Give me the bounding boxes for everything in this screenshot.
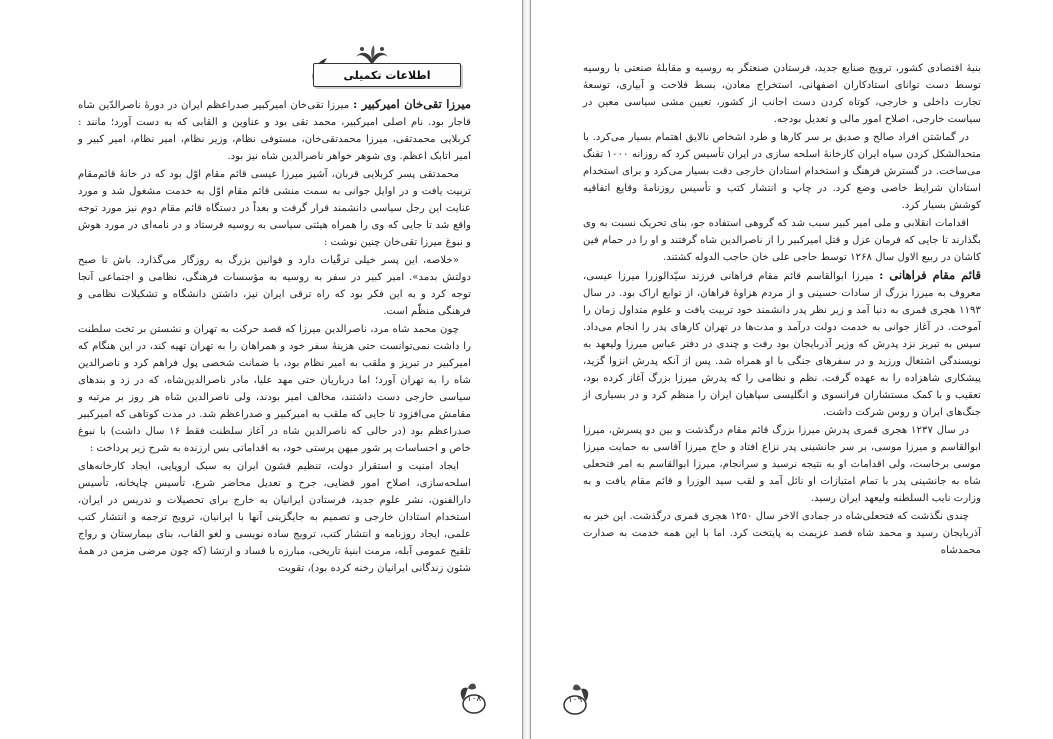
paragraph-text: محمدتقی پسر کربلایی قربان، آشپز میرزا عیسی قائم مقام اوّل بود که در خانهٔ قائم‌مقام تربیت یافت و در اوایل جوانی به سمت منشی قائم مقام اوّل به خدمت مشغول شد و مورد عنایت این رجل سیاسی دانشمند قرار گرفت و بعداً در دستگاه قائم مقام دوم نیز مورد توجه واقع شد تا جایی که وی را همراه هیئتی سیاسی به روسیه فرستاد و در نامه‌ای در مورد هوش و نبوغ میرزا تقی‌خان چنین نوشت :: [78, 169, 471, 248]
paragraph-text: در گماشتن افراد صالح و صدیق بر سر کارها و طرد اشخاص نالایق اهتمام بسیار می‌کرد. با متحدالشکل کردن سپاه ایران کارخانهٔ اسلحه سازی در ایران تأسیس کرد که روزانه ۱۰۰۰ تفنگ می‌ساخت. در گسترش فرهنگ و استخدام استادان خارجی دقت بسیار می‌کرد و برای استخدام استادان شرایط خاصی وضع کرد. در چاپ و انتشار کتب و تأسیس روزنامهٔ وقایع اتفاقیه کوشش بسیار کرد.: [583, 132, 981, 211]
paragraph: [78, 252, 471, 320]
paragraph-lead: میرزا تقی‌خان امیرکبیر :: [353, 97, 471, 111]
paragraph: [583, 267, 981, 421]
paragraph-text: در سال ۱۲۳۷ هجری قمری پدرش میرزا بزرگ قائم مقام درگذشت و بین دو پسرش، میرزا ابوالقاسم و میرزا موسی، بر سر جانشینی پدر نزاع افتاد و حاج میرزا آقاسی به حمایت میرزا موسی برخاست، ولی اقدامات او به نتیجه نرسید و سرانجام، میرزا ابوالقاسم به امر فتحعلی شاه به جانشینی پدر با تمام امتیازات او نائل آمد و لقب سید الوزرا و قائم مقام یافت و به وزارت نایب السلطنه ولیعهد ایران رسید.: [583, 425, 981, 504]
page-number-badge: [555, 681, 595, 721]
right-page: [531, 0, 1053, 739]
page-number: ۱۰۹: [567, 695, 583, 705]
paragraph: [78, 321, 471, 457]
paragraph: [78, 166, 471, 251]
right-body-text: [583, 60, 981, 560]
paragraph-lead: قائم مقام فراهانی :: [879, 268, 981, 282]
paragraph: [583, 60, 981, 128]
paragraph: [78, 96, 471, 165]
page-number: ۱۰۸: [466, 694, 482, 704]
paragraph: [78, 458, 471, 577]
paragraph-text: چون محمد شاه مرد، ناصرالدین میرزا که قصد حرکت به تهران و نشستن بر تخت سلطنت را داشت نمی‌توانست حتی هزینهٔ سفر خود و همراهان را به تهران تهیه کند، در این هنگام که امیرکبیر در تبریز و ملقب به امیر نظام بود، با ضمانت شخصی پول فراهم کرد و ناصرالدین شاه را به تهران آورد؛ اما درباریان حتی مهد علیا، مادر ناصرالدین‌شاه، که در زد و بندهای سیاسی خارجی دست داشتند، مخالف امیر بودند، ولی ناصرالدین شاه هر روز بر مرتبه و مقامش می‌افزود تا جایی که ملقب به امیرکبیر و صدراعظم شد. در مدت کوتاهی که امیرکبیر صدراعظم بود (در حالی که ناصرالدین شاه در آغاز سلطنت فقط ۱۶ سال داشت) با نبوغ خاص و احساسات پر شور میهن پرستی خود، به اقداماتی بس ارزنده به شرح زیر پرداخت :: [78, 324, 471, 454]
paragraph-text: چندی نگذشت که فتحعلی‌شاه در جمادی الاخر سال ۱۲۵۰ هجری قمری درگذشت. این خبر به آذربایجان رسید و محمد شاه قصد عزیمت به پایتخت کرد. اما با این همه خدمت به صدارت محمدشاه: [583, 511, 981, 556]
paragraph: [583, 422, 981, 507]
paragraph-text: میرزا ابوالقاسم قائم مقام فراهانی فرزند سیّدالوزرا میرزا عیسی، معروف به میرزا بزرگ از سادات حسینی و از مردم هزاوهٔ فراهان، از توابع اراک بود. در سال ۱۱۹۳ هجری قمری به دنیا آمد و زیر نظر پدر دانشمند خود تربیت یافت و علوم متداول زمان را آموخت. در آغاز جوانی به خدمت دولت درآمد و مدت‌ها در تهران کارهای پدر را انجام می‌داد. سپس به تبریز نزد پدرش که وزیر آذربایجان بود رفت و چندی در دفتر عباس میرزا ولیعهد به نویسندگی اشتغال ورزید و در سفرهای جنگی با او همراه شد. پس از آنکه پدرش انزوا گزید، پیشکاری شاهزاده را به عهده گرفت. نظم و نظامی را که پدرش میرزا بزرگ آغاز کرده بود، تعقیب و با کمک مستشاران فرانسوی و انگلیسی سپاهیان ایران را منظم کرد و در بسیاری از جنگ‌های ایران و روس شرکت داشت.: [583, 271, 981, 418]
paragraph-text: میرزا تقی‌خان امیرکبیر صدراعظم ایران در دورهٔ ناصرالدّین شاه قاجار بود. نام اصلی امیرکبیر، محمد تقی بود و عناوین و القابی که به دست آورد؛ مانند : کربلایی محمدتقی، میرزا محمدتقی‌خان، مستوفی نظام، وزیر نظام، امیر نظام، امیر کبیر و امیر اتابک اعظم. وی شوهر خواهر ناصرالدین شاه نیز بود.: [78, 100, 471, 162]
paragraph: [583, 129, 981, 214]
paragraph-text: اقدامات انقلابی و ملی امیر کبیر سبب شد که گروهی استفاده جو، بنای تحریک نسبت به وی بگذارند تا جایی که فرمان عزل و قتل امیرکبیر را از ناصرالدین شاه گرفتند و او را در حمام فین کاشان در ربیع الاول سال ۱۲۶۸ توسط حاجی علی خان حاجب الدوله کشتند.: [583, 218, 981, 263]
paragraph-text: ایجاد امنیت و استقرار دولت، تنظیم قشون ایران به سبک اروپایی، ایجاد کارخانه‌های اسلحه‌سازی، اصلاح امور قضایی، جرح و تعدیل محاضر شرع، تأسیس چاپخانه، تأسیس دارالفنون، نشر علوم جدید، فرستادن ایرانیان به خارج برای تحصیلات و تدریس در ایران، استخدام استادان خارجی و تصمیم به جایگزینی آنها با ایرانیان، ترویج ترجمه و انتشار کتب علمی، ایجاد روزنامه و انتشار کتب، ترویج ساده نویسی و لغو القاب، بنای بیمارستان و رواج تلقیح عمومی آبله، مرمت ابنیهٔ تاریخی، مبارزه با فساد و ارتشا (که چون مرضی مزمن در همهٔ شئون زندگانی ایرانیان رخنه کرده بود)، تقویت: [78, 461, 471, 574]
paragraph-text: «خلاصه، این پسر خیلی ترقّیات دارد و قوانین بزرگ به روزگار می‌گذارد. باش تا صبح دولتش بدمد». امیر کبیر در سفر به روسیه به مؤسسات فرهنگی، نظامی و اجتماعی آنجا توجه کرد و به این فکر بود که راه ترقی ایران نیز، داشتن دانشگاه و تشکیلات نظامی و فرهنگی منظّم است.: [78, 255, 471, 317]
box-title: اطلاعات تکمیلی: [343, 68, 431, 82]
gutter-edge-left: [522, 0, 523, 739]
paragraph-text: بنیهٔ اقتصادی کشور، ترویج صنایع جدید، فرستادن صنعتگر به روسیه و مقابلهٔ صنعتی با روسیه توسط دست توانای استادکاران اصفهانی، استخراج معادن، بسط فلاحت و آبیاری، توسعهٔ تجارت داخلی و خارجی، کوتاه کردن دست اجانب از کشور، تعیین مشی سیاسی معین در سیاست خارجی، اصلاح امور مالی و تعدیل بودجه.: [583, 63, 981, 125]
paragraph: [583, 508, 981, 559]
paragraph: [583, 215, 981, 266]
left-body-text: [78, 96, 471, 578]
supplementary-info-title-box: [313, 63, 461, 87]
page-number-badge: [454, 680, 494, 720]
left-page: [0, 0, 522, 739]
